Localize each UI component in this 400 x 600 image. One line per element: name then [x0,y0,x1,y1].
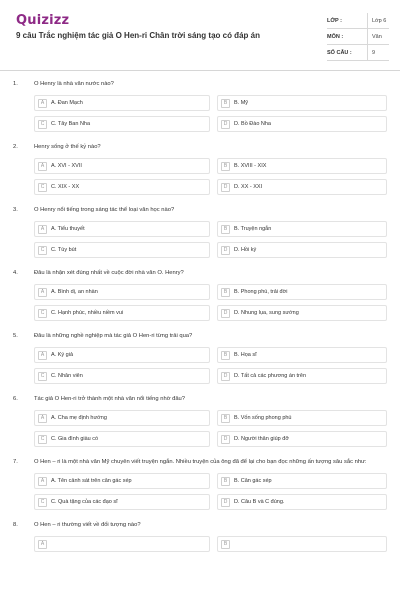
answer-option-b[interactable] [217,347,387,363]
option-text: C. Tây Ban Nha [51,121,91,127]
question-number: 8. [13,522,18,528]
meta-row-subject [327,29,389,45]
worksheet-title: 9 câu Trắc nghiệm tác giả O Hen-ri Chân trời sáng tạo có đáp án [16,31,260,40]
option-text: C. XIX - XX [51,184,80,190]
question-number: 2. [13,144,18,150]
option-letter-box: D [221,435,230,444]
answer-option-a[interactable] [34,536,210,552]
option-letter-box: A [38,477,47,486]
option-text: D. Hồi ký [234,247,257,253]
answer-option-d[interactable] [217,494,387,510]
option-letter-box: B [221,351,230,360]
option-text: D. Người thân giúp đỡ [234,436,289,442]
meta-value: Lớp 6 [367,13,389,28]
option-letter-box: C [38,246,47,255]
answer-option-a[interactable] [34,473,210,489]
answer-options [0,95,400,132]
answer-option-b[interactable] [217,284,387,300]
answer-option-c[interactable] [34,242,210,258]
answer-option-c[interactable] [34,431,210,447]
option-letter-box: A [38,288,47,297]
option-letter-box: B [221,288,230,297]
question-prompt: Đâu là những nghề nghiệp mà tác giả O Hen-ri từng trải qua? [34,333,193,339]
answer-option-a[interactable] [34,347,210,363]
answer-option-c[interactable] [34,179,210,195]
question-prompt: O Henry nổi tiếng trong sáng tác thể loại văn học nào? [34,207,175,213]
option-text: C. Gia đình giàu có [51,436,99,442]
quizizz-logo: Quizizz [16,13,70,28]
option-text: B. XVIII - XIX [234,163,267,169]
option-letter-box: C [38,498,47,507]
question-prompt: O Henry là nhà văn nước nào? [34,81,114,87]
option-letter-box: D [221,183,230,192]
option-letter-box: B [221,225,230,234]
worksheet-header [0,0,400,70]
question-text [0,143,400,153]
question-block [0,458,400,510]
question-block [0,206,400,258]
option-text: C. Quà tặng của các đạo sĩ [51,499,118,505]
option-text: B. Truyện ngắn [234,226,272,232]
option-letter-box: D [221,498,230,507]
meta-value: Văn [367,29,389,44]
question-number: 1. [13,81,18,87]
answer-option-a[interactable] [34,284,210,300]
option-text: C. Nhân viên [51,373,83,379]
option-text: C. Tùy bút [51,247,77,253]
option-letter-box: A [38,225,47,234]
option-letter-box: A [38,99,47,108]
option-text: A. Tên cảnh sát trên cân gác xép [51,478,132,484]
option-text: A. Tiểu thuyết [51,226,85,232]
meta-label: SỐ CÂU : [327,49,352,56]
answer-option-c[interactable] [34,116,210,132]
question-number: 5. [13,333,18,339]
option-text: B. Họa sĩ [234,352,257,358]
option-letter-box: C [38,372,47,381]
answer-option-b[interactable] [217,158,387,174]
answer-options [0,284,400,321]
question-block [0,332,400,384]
answer-option-c[interactable] [34,305,210,321]
answer-option-d[interactable] [217,242,387,258]
answer-option-a[interactable] [34,221,210,237]
answer-option-c[interactable] [34,368,210,384]
question-block [0,80,400,132]
question-text [0,521,400,531]
option-letter-box: D [221,246,230,255]
option-letter-box: B [221,477,230,486]
answer-options [0,536,400,552]
worksheet-meta [327,13,389,61]
answer-option-d[interactable] [217,179,387,195]
answer-option-a[interactable] [34,410,210,426]
question-prompt: Henry sống ở thế kỷ nào? [34,144,101,150]
meta-row-count [327,45,389,61]
meta-value: 9 [367,45,389,60]
question-text [0,332,400,342]
meta-row-class [327,13,389,29]
option-text: D. Câu B và C đúng. [234,499,285,505]
answer-option-a[interactable] [34,158,210,174]
option-text: A. Cha mẹ định hướng [51,415,107,421]
answer-option-b[interactable] [217,95,387,111]
option-text: D. XX - XXI [234,184,263,190]
answer-option-c[interactable] [34,494,210,510]
option-letter-box: D [221,120,230,129]
answer-options [0,158,400,195]
answer-option-b[interactable] [217,536,387,552]
option-letter-box: B [221,99,230,108]
question-block [0,143,400,195]
answer-option-b[interactable] [217,221,387,237]
option-letter-box: D [221,372,230,381]
question-number: 3. [13,207,18,213]
option-letter-box: D [221,309,230,318]
option-letter-box: A [38,540,47,549]
answer-option-b[interactable] [217,473,387,489]
option-letter-box: C [38,435,47,444]
option-text: B. Mỹ [234,100,249,106]
option-letter-box: C [38,183,47,192]
question-prompt: Tác giả O Hen-ri trở thành một nhà văn nổi tiếng nhờ đâu? [34,396,185,402]
answer-option-b[interactable] [217,410,387,426]
question-number: 4. [13,270,18,276]
option-letter-box: A [38,414,47,423]
question-text [0,269,400,279]
option-text: A. XVI - XVII [51,163,82,169]
question-number: 7. [13,459,18,465]
option-text: D. Bồ Đào Nha [234,121,271,127]
question-number: 6. [13,396,18,402]
question-block [0,269,400,321]
answer-option-a[interactable] [34,95,210,111]
option-letter-box: B [221,162,230,171]
answer-option-d[interactable] [217,431,387,447]
answer-options [0,221,400,258]
option-text: B. Phong phú, trải đời [234,289,288,295]
question-block [0,521,400,552]
option-text: A. Bình dị, an nhàn [51,289,98,295]
meta-label: MÔN : [327,33,344,40]
option-text: B. Cân gác xép [234,478,272,484]
option-text: C. Hạnh phúc, nhiều niềm vui [51,310,124,316]
answer-option-d[interactable] [217,305,387,321]
option-letter-box: A [38,351,47,360]
option-text: B. Vốn sống phong phú [234,415,292,421]
question-text [0,80,400,90]
option-letter-box: A [38,162,47,171]
option-text: D. Nhung lụa, sung sướng [234,310,299,316]
option-text: D. Tất cả các phương án trên [234,373,307,379]
option-text: A. Đan Mạch [51,100,83,106]
question-text [0,395,400,405]
answer-option-d[interactable] [217,116,387,132]
meta-label: LỚP : [327,17,342,24]
question-text [0,458,400,468]
answer-options [0,410,400,447]
answer-options [0,347,400,384]
question-prompt: O Hen – ri là một nhà văn Mỹ chuyên viết truyện ngắn. Nhiều truyện của ông đã để lại cho bạn đọc những ấn tượng sâu sắc như: [34,459,367,465]
question-list [0,80,400,563]
option-letter-box: C [38,309,47,318]
question-prompt: Đâu là nhận xét đúng nhất về cuộc đời nhà văn O. Henry? [34,270,184,276]
question-text [0,206,400,216]
option-letter-box: B [221,414,230,423]
option-text: A. Ký giả [51,352,74,358]
answer-options [0,473,400,510]
header-divider [0,70,400,71]
question-prompt: O Hen – ri thường viết về đối tượng nào? [34,522,141,528]
answer-option-d[interactable] [217,368,387,384]
option-letter-box: C [38,120,47,129]
question-block [0,395,400,447]
option-letter-box: B [221,540,230,549]
